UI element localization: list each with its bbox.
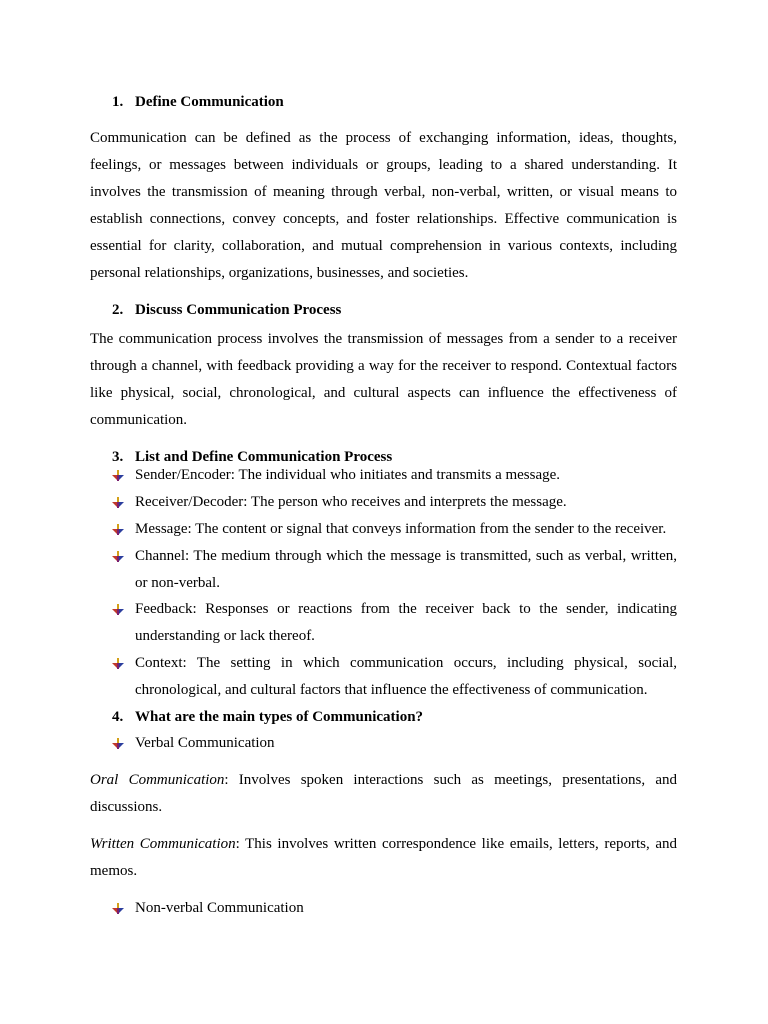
oral-communication-term: Oral Communication	[90, 772, 225, 788]
list-item-text: Non-verbal Communication	[135, 900, 304, 916]
section-2-number: 2.	[112, 302, 124, 318]
section-3-title: List and Define Communication Process	[135, 449, 393, 465]
written-communication-text: : This involves written correspondence like emails, letters, reports, and memos.	[90, 836, 677, 879]
section-4-title: What are the main types of Communication?	[135, 709, 424, 725]
list-item	[90, 596, 677, 650]
list-item-text: Message: The content or signal that conveys information from the sender to the receiver.	[135, 521, 667, 537]
section-2-title: Discuss Communication Process	[135, 302, 342, 318]
list-item-text: Verbal Communication	[135, 735, 275, 751]
list-item	[90, 543, 677, 597]
section-1-title: Define Communication	[135, 94, 284, 110]
arrow-bullet-icon	[112, 604, 124, 616]
arrow-bullet-icon	[112, 903, 124, 915]
list-item-text: Context: The setting in which communication occurs, including physical, social, chronological, and cultural factors that influence the effectiveness of communication.	[135, 655, 677, 698]
written-communication-term: Written Communication	[90, 836, 236, 852]
section-2-heading	[90, 300, 341, 320]
list-item	[90, 650, 677, 704]
list-item	[90, 462, 677, 489]
list-item	[90, 489, 677, 516]
section-4-heading	[90, 707, 423, 727]
arrow-bullet-icon	[112, 658, 124, 670]
oral-communication-text: : Involves spoken interactions such as meetings, presentations, and discussions.	[90, 772, 677, 815]
section-1-heading	[90, 92, 284, 112]
arrow-bullet-icon	[112, 470, 124, 482]
list-item-nonverbal	[90, 895, 677, 922]
list-item-text: Receiver/Decoder: The person who receives and interprets the message.	[135, 494, 567, 510]
oral-communication-paragraph	[90, 767, 677, 821]
list-item-text: Sender/Encoder: The individual who initiates and transmits a message.	[135, 467, 561, 483]
list-item-verbal	[90, 730, 677, 757]
list-item-text: Channel: The medium through which the message is transmitted, such as verbal, written, or non-verbal.	[135, 548, 677, 591]
arrow-bullet-icon	[112, 497, 124, 509]
section-3-number: 3.	[112, 449, 124, 465]
section-1-paragraph: Communication can be defined as the process of exchanging information, ideas, thoughts, feelings, or messages between individuals or groups, leading to a shared understanding. It involves the transmission of meaning through verbal, non-verbal, written, or visual means to establish connections, convey concepts, and foster relationships. Effective communication is essential for clarity, collaboration, and mutual comprehension in various contexts, including personal relationships, organizations, businesses, and societies.	[90, 130, 677, 281]
list-item	[90, 516, 677, 543]
section-4-number: 4.	[112, 709, 124, 725]
section-1-number: 1.	[112, 94, 124, 110]
arrow-bullet-icon	[112, 738, 124, 750]
section-2-paragraph: The communication process involves the transmission of messages from a sender to a receiver through a channel, with feedback providing a way for the receiver to respond. Contextual factors like physical, social, chronological, and cultural aspects can influence the effectiveness of communication.	[90, 331, 677, 428]
list-item-text: Feedback: Responses or reactions from the receiver back to the sender, indicating understanding or lack thereof.	[135, 601, 677, 644]
arrow-bullet-icon	[112, 551, 124, 563]
written-communication-paragraph	[90, 831, 677, 885]
arrow-bullet-icon	[112, 524, 124, 536]
